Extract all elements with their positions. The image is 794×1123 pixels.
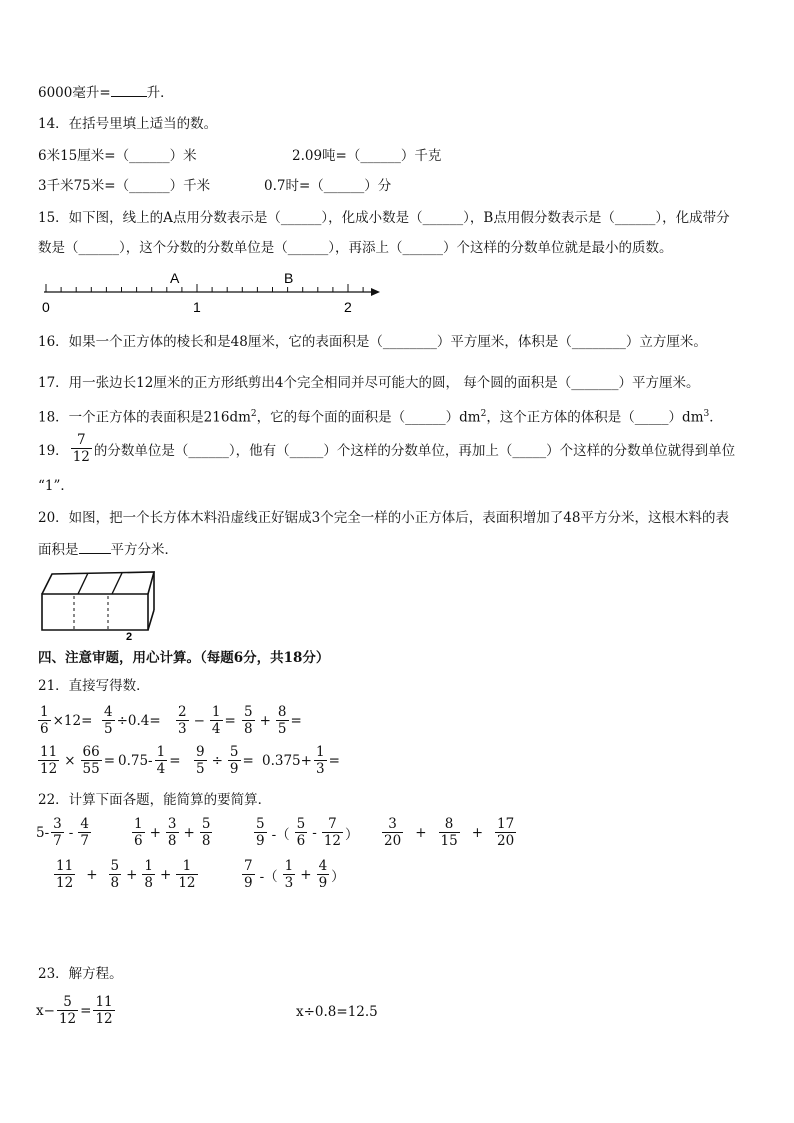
tick-label-2: 2 [344,299,352,315]
q18: 18．一个正方体的表面积是$216dm^2$，它的每个面的面积是$(\_\_\_\_\_\_)dm^2$，这个正方体的体积是$(\_\_\_\_\_)dm^3$． [38,409,723,426]
q22-e4: $\frac{3}{20}$ + $\frac{8}{15}$ + $\frac{17}{20}$ [384,816,515,849]
q22-e1: 5- $\frac{3}{7}$ - $\frac{4}{7}$ [36,816,89,849]
point-a-label: A [170,270,180,286]
answer-blank[interactable] [79,539,111,554]
q13-tail: 6000毫升= 升． [38,82,174,103]
q15-line1: 15．如下图，线上的A点用分数表示是（______），化成小数是（______），B点用假分数表示是（______），化成带分 [38,210,730,226]
q14-item-b: 2.09吨=（______）千克 [292,148,442,164]
number-line [30,262,390,320]
q22-e5: $\frac{11}{12}$ + $\frac{5}{8}$ + $\frac{1}{8}$ + $\frac{1}{12}$ [56,858,196,891]
q23-eq2: x÷0.8=12.5 [296,1004,378,1020]
tick-label-1: 1 [193,299,201,315]
fraction: $\frac{7}{12}$ [72,432,90,465]
q21-r2-e1: $\frac{11}{12}$ × $\frac{66}{55}$ = [40,744,115,777]
point-b-label: B [284,270,294,286]
q21-r2-e4: 0.375+ $\frac{1}{3}$ = [262,744,340,777]
q19: 19． $\frac{7}{12}$ 的分数单位是（______），他有（_____）个这样的分数单位，再加上（_____）个这样的分数单位就得到单位 [38,432,736,465]
q21-r2-e2: 0.75- $\frac{1}{4}$ = [118,744,181,777]
q21-r1-e4: $\frac{5}{8}$ + $\frac{8}{5}$ = [244,704,302,737]
figure-dimension-label: 2 [126,631,133,642]
answer-blank[interactable] [111,82,147,97]
q22-e2: $\frac{1}{6}$ + $\frac{3}{8}$ + $\frac{5}{8}$ [134,816,211,849]
q21-r1-e1: $\frac{1}{6}$ ×12= [40,704,93,737]
q17: 17．用一张边长12厘米的正方形纸剪出4个完全相同并尽可能大的圆， 每个圆的面积是（_______）平方厘米。 [38,375,700,391]
q14-title: 14．在括号里填上适当的数。 [38,116,218,132]
q23-title: 23．解方程。 [38,966,123,982]
q20-line1: 20．如图，把一个长方体木料沿虚线正好锯成3个完全一样的小正方体后，表面积增加了48平方分米，这根木料的表 [38,510,729,526]
q21-r1-e2: $\frac{4}{5}$ ÷0.4= [104,704,161,737]
q14-item-c: 3千米75米=（______）千米 [38,178,211,194]
q22-e3: $\frac{5}{9}$ -（ $\frac{5}{6}$ - $\frac{7}{12}$ ） [256,816,359,849]
tick-label-0: 0 [42,299,50,315]
q14-item-d: 0.7时=（______）分 [264,178,392,194]
q15-line2: 数是（______），这个分数的分数单位是（______），再添上（______）个这样的分数单位就是最小的质数。 [38,240,673,256]
q21-r2-e3: $\frac{9}{5}$ ÷ $\frac{5}{9}$ = [196,744,254,777]
q16: 16．如果一个正方体的棱长和是48厘米，它的表面积是（________）平方厘米，体积是（________）立方厘米。 [38,334,707,350]
q21-r1-e3: $\frac{2}{3}$ − $\frac{1}{4}$ = [178,704,236,737]
section-4-heading: 四、注意审题，用心计算。（每题6分，共18分） [38,650,330,666]
q22-e6: $\frac{7}{9}$ -（ $\frac{1}{3}$ + $\frac{4}{9}$ ） [244,858,345,891]
q22-title: 22．计算下面各题，能简算的要简算． [38,792,272,808]
q19-line2: “1”． [38,478,74,494]
q14-item-a: 6米15厘米=（______）米 [38,148,197,164]
cuboid-figure [36,566,160,642]
q23-eq1: x− $\frac{5}{12}$ = $\frac{11}{12}$ [36,994,113,1027]
q21-title: 21．直接写得数． [38,678,150,694]
q20-line2: 面积是 平方分米． [38,539,178,560]
